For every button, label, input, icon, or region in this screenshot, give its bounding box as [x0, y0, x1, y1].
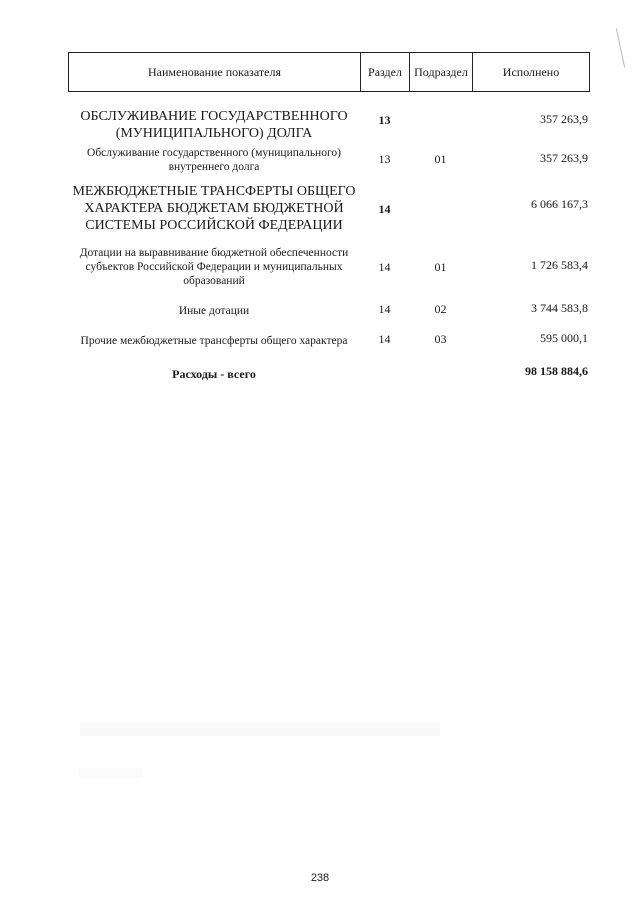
row-name: Прочие межбюджетные трансферты общего характера — [80, 335, 348, 347]
row-done: 1 726 583,4 — [531, 258, 588, 272]
row-razdel: 14 — [378, 332, 391, 346]
row-done: 6 066 167,3 — [531, 197, 588, 211]
row-done: 595 000,1 — [540, 331, 588, 345]
scan-artifact — [78, 768, 142, 778]
header-done: Исполнено — [502, 64, 560, 79]
row-podrazdel: 03 — [434, 332, 447, 346]
row-podrazdel: 01 — [434, 260, 447, 274]
row-razdel: 13 — [378, 152, 391, 166]
page-number: 238 — [310, 872, 330, 884]
table-header — [68, 52, 590, 92]
total-label: Расходы - всего — [172, 367, 256, 381]
row-razdel: 14 — [378, 260, 391, 274]
total-value: 98 158 884,6 — [525, 364, 588, 378]
row-name: Обслуживание государственного (муниципального) внутреннего долга — [87, 147, 341, 173]
row-razdel: 13 — [378, 113, 391, 127]
header-podrazdel: Подраздел — [410, 53, 473, 91]
scan-artifact — [616, 28, 625, 67]
row-done: 357 263,9 — [540, 112, 588, 126]
row-name: Иные дотации — [178, 305, 250, 317]
row-name: Дотации на выравнивание бюджетной обеспеченности субъектов Российской Федерации и муниципальных образований — [79, 247, 349, 287]
row-podrazdel: 01 — [434, 152, 447, 166]
row-done: 357 263,9 — [540, 151, 588, 165]
row-done: 3 744 583,8 — [531, 301, 588, 315]
header-name: Наименование показателя — [69, 53, 361, 91]
scan-artifact — [80, 722, 440, 736]
row-name: ОБСЛУЖИВАНИЕ ГОСУДАРСТВЕННОГО (МУНИЦИПАЛЬНОГО) ДОЛГА — [80, 109, 348, 141]
header-razdel: Раздел — [361, 53, 410, 91]
row-podrazdel: 02 — [434, 302, 447, 316]
row-razdel: 14 — [378, 302, 391, 316]
row-name: МЕЖБЮДЖЕТНЫЕ ТРАНСФЕРТЫ ОБЩЕГО ХАРАКТЕРА БЮДЖЕТАМ БЮДЖЕТНОЙ СИСТЕМЫ РОССИЙСКОЙ ФЕДЕРАЦИИ — [72, 184, 356, 233]
row-razdel: 14 — [378, 202, 391, 216]
